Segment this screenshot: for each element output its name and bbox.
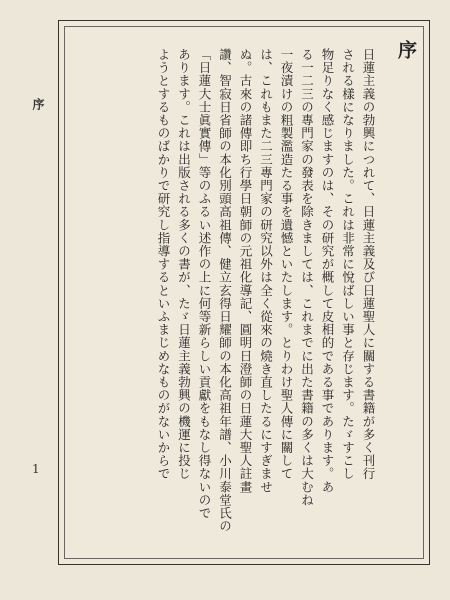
body-line: 「日蓮大士眞實傳」等のふるい述作の上に何等新らしい貢獻をもなし得ないので [197, 48, 212, 520]
body-line: ぬ。古來の諸傳即ち行學日朝師の元祖化導記、圓明日澄師の日蓮大聖人註畫 [238, 48, 253, 494]
body-line: 物足りなく感じますのは、その研究が概して皮相的である事であります。あ [320, 48, 335, 494]
body-line: 一夜漬けの粗製濫造たる事を遺憾といたします。とりわけ聖人傳に關して [279, 48, 294, 481]
body-line: される樣になりました。これは非常に悅ばしい事と存じます。たゞすこし [340, 48, 356, 481]
running-head: 序 [31, 98, 45, 110]
preface-body [153, 48, 379, 553]
page-number: 1 [32, 462, 40, 476]
body-line: る一二三の專門家の發表を除きましては、これまでに出た書籍の多くは大むね [299, 48, 315, 507]
body-line: は、これもまた二三專門家の研究以外は全く從來の燒き直したるにすぎませ [258, 48, 274, 494]
body-line: あります。これは出版される多くの書が、たゞ日蓮主義勃興の機運に投じ [176, 48, 192, 481]
body-line: 日蓮主義の勃興につれて、日蓮主義及び日蓮聖人に關する書籍が多く刊行 [361, 48, 376, 481]
body-line: ようとするものばかりで研究し指導するといふまじめなものがないからで [156, 48, 171, 481]
body-line: 讚、智寂日省師の本化別頭高祖傳、健立玄得日耀師の本化高祖年譜、小川泰堂氏の [217, 48, 233, 533]
preface-title: 序 [395, 40, 417, 59]
